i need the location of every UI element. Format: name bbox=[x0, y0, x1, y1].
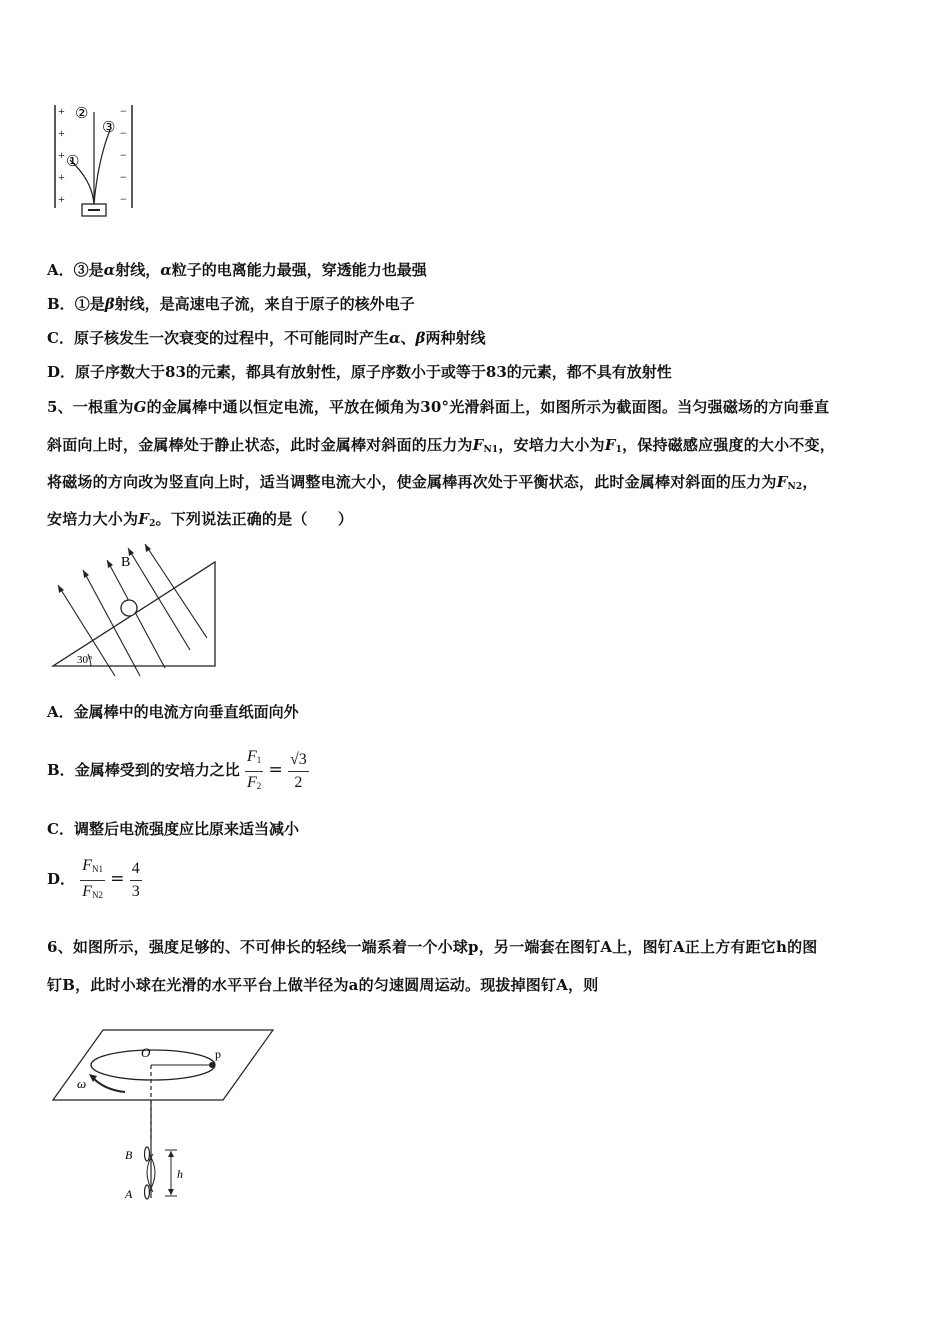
plus-sign: + bbox=[58, 126, 65, 140]
minus-sign: − bbox=[120, 148, 127, 162]
height-h-label: h bbox=[177, 1167, 183, 1181]
minus-sign: − bbox=[120, 170, 127, 184]
incline-field-figure bbox=[45, 540, 230, 680]
pin-a-label: A bbox=[125, 1187, 133, 1201]
radiation-deflection-figure bbox=[50, 100, 140, 220]
option-4b: B．①是β射线，是高速电子流，来自于原子的核外电子 bbox=[47, 295, 415, 313]
option-5c: C．调整后电流强度应比原来适当减小 bbox=[47, 820, 299, 838]
option-4c: C．原子核发生一次衰变的过程中，不可能同时产生α、β两种射线 bbox=[47, 329, 486, 347]
pin-b-label: B bbox=[125, 1148, 133, 1162]
question-6-line-1: 6、如图所示，强度足够的、不可伸长的轻线一端系着一个小球p，另一端套在图钉A上，图钉A正上方有距它h的图 bbox=[47, 938, 818, 956]
center-o-label: O bbox=[141, 1045, 151, 1060]
plus-sign: + bbox=[58, 104, 65, 118]
omega-label: ω bbox=[77, 1076, 87, 1091]
option-5a: A．金属棒中的电流方向垂直纸面向外 bbox=[47, 703, 299, 721]
option-4d: D．原子序数大于83的元素，都具有放射性，原子序数小于或等于83的元素，都不具有放射性 bbox=[47, 363, 672, 381]
four-thirds-fraction: $\frac{4}{3}$ bbox=[131, 859, 140, 900]
option-4a: A．③是α射线，α粒子的电离能力最强，穿透能力也最强 bbox=[47, 261, 427, 279]
minus-sign: − bbox=[120, 192, 127, 206]
question-5-line-2: 斜面向上时，金属棒处于静止状态，此时金属棒对斜面的压力为$F_{N1}$，安培力大小为$F_1$，保持磁感应强度的大小不变， bbox=[47, 436, 835, 455]
ball-p-label: p bbox=[215, 1047, 221, 1061]
plus-sign: + bbox=[58, 192, 65, 206]
force-ratio-fraction: $\frac{F_1}{F_2}$ bbox=[246, 747, 262, 791]
question-5-line-3: 将磁场的方向改为竖直向上时，适当调整电流大小，使金属棒再次处于平衡状态，此时金属棒对斜面的压力为$F_{N2}$， bbox=[47, 473, 818, 492]
normal-force-ratio-fraction: $\frac{F_{N1}}{F_{N2}}$ bbox=[82, 856, 104, 900]
plus-sign: + bbox=[58, 170, 65, 184]
ray-3-label: ③ bbox=[102, 120, 116, 136]
minus-sign: − bbox=[120, 126, 127, 140]
question-5-line-4: 安培力大小为$F_2$。下列说法正确的是（ ） bbox=[47, 510, 354, 529]
incline-angle-label: 30° bbox=[77, 654, 93, 666]
minus-sign: − bbox=[120, 104, 127, 118]
field-b-label: B bbox=[121, 555, 131, 570]
circular-motion-figure bbox=[45, 1020, 285, 1220]
option-5d: D． $\frac{F_{N1}}{F_{N2}}$ = $\frac{4}{3}$ bbox=[47, 852, 142, 906]
question-5-line-1: 5、一根重为G的金属棒中通以恒定电流，平放在倾角为30°光滑斜面上，如图所示为截面图。当匀强磁场的方向垂直 bbox=[47, 398, 830, 416]
ray-1-label: ① bbox=[66, 154, 80, 170]
ray-2-label: ② bbox=[75, 106, 89, 122]
sqrt3-over-2-fraction: $\frac{√3}{2}$ bbox=[289, 750, 307, 791]
question-6-line-2: 钉B，此时小球在光滑的水平平台上做半径为a的匀速圆周运动。现拔掉图钉A，则 bbox=[47, 976, 599, 994]
option-5b: B．金属棒受到的安培力之比 $\frac{F_1}{F_2}$ = $\frac{√3}{2}$ bbox=[47, 743, 309, 797]
plus-sign: + bbox=[58, 148, 65, 162]
